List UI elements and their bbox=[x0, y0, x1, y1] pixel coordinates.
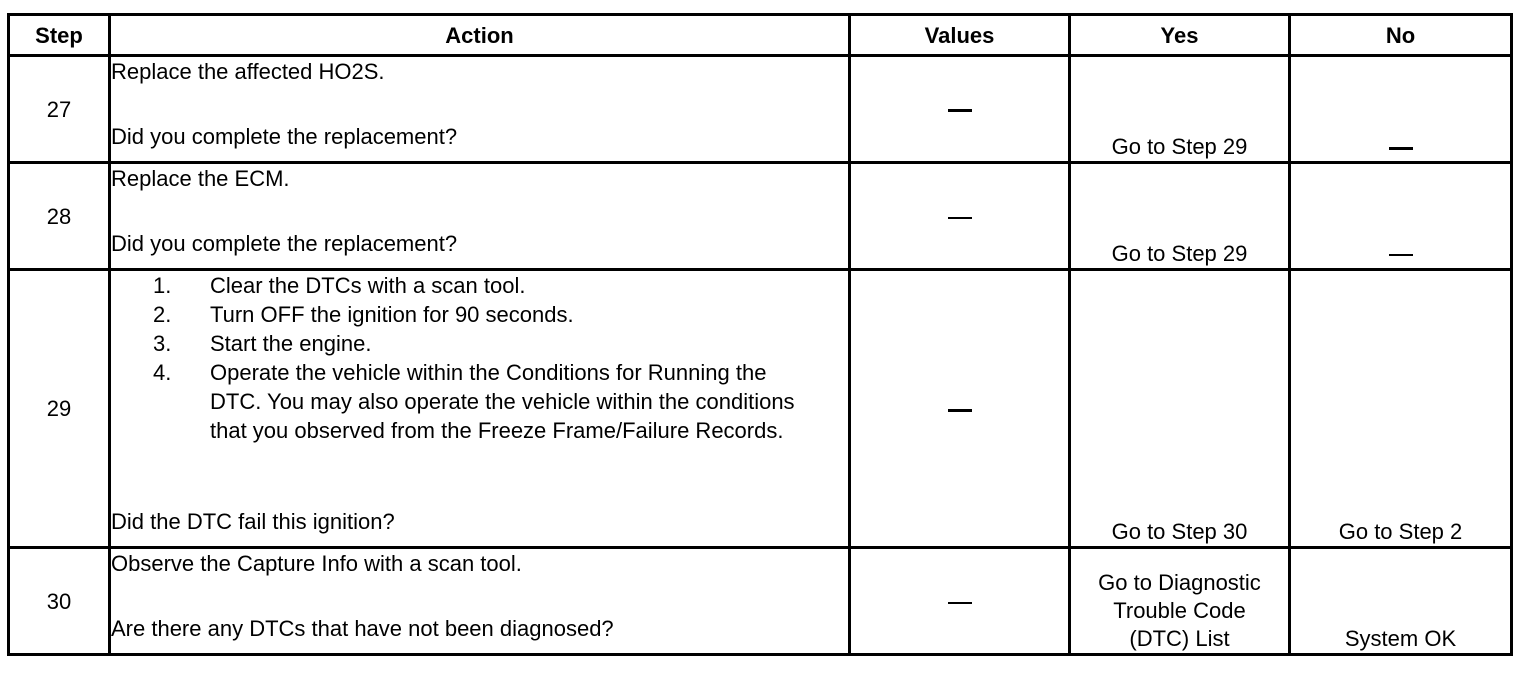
values-cell bbox=[850, 163, 1070, 270]
action-question: Did the DTC fail this ignition? bbox=[111, 509, 395, 534]
step-number: 28 bbox=[9, 163, 110, 270]
no-cell: Go to Step 2 bbox=[1290, 270, 1512, 548]
yes-cell: Go to Step 29 bbox=[1070, 56, 1290, 163]
action-question: Are there any DTCs that have not been diagnosed? bbox=[111, 616, 614, 641]
list-item-number: 2. bbox=[153, 302, 172, 327]
list-item-text: Clear the DTCs with a scan tool. bbox=[210, 273, 526, 298]
no-cell bbox=[1290, 56, 1512, 163]
header-step: Step bbox=[9, 15, 110, 56]
list-item-number: 3. bbox=[153, 331, 172, 356]
list-item-text: Turn OFF the ignition for 90 seconds. bbox=[210, 302, 574, 327]
step-number: 29 bbox=[9, 270, 110, 548]
action-cell bbox=[110, 56, 850, 163]
action-question: Did you complete the replacement? bbox=[111, 124, 458, 149]
values-cell bbox=[850, 56, 1070, 163]
action-steps-list bbox=[111, 271, 848, 445]
action-cell bbox=[110, 163, 850, 270]
yes-line: (DTC) List bbox=[1129, 626, 1230, 651]
values-cell bbox=[850, 270, 1070, 548]
yes-cell: Go to Step 30 bbox=[1070, 270, 1290, 548]
action-instruction: Observe the Capture Info with a scan tool. bbox=[111, 551, 522, 576]
action-instruction: Replace the ECM. bbox=[111, 166, 290, 191]
header-values: Values bbox=[850, 15, 1070, 56]
step-number: 30 bbox=[9, 548, 110, 655]
diagnostic-table bbox=[7, 13, 1513, 656]
values-cell bbox=[850, 548, 1070, 655]
list-item-number: 1. bbox=[153, 273, 172, 298]
action-cell bbox=[110, 270, 850, 548]
values-dash bbox=[948, 217, 972, 219]
list-item bbox=[153, 329, 848, 358]
list-item-text: Start the engine. bbox=[210, 331, 372, 356]
values-dash bbox=[948, 602, 972, 604]
table-row bbox=[9, 270, 1512, 548]
table-row bbox=[9, 56, 1512, 163]
action-question: Did you complete the replacement? bbox=[111, 231, 458, 256]
header-yes: Yes bbox=[1070, 15, 1290, 56]
header-no: No bbox=[1290, 15, 1512, 56]
header-action: Action bbox=[110, 15, 850, 56]
step-number: 27 bbox=[9, 56, 110, 163]
table-row bbox=[9, 163, 1512, 270]
values-dash bbox=[948, 109, 972, 112]
list-item bbox=[153, 300, 848, 329]
header-row bbox=[9, 15, 1512, 56]
action-cell bbox=[110, 548, 850, 655]
action-instruction: Replace the affected HO2S. bbox=[111, 59, 385, 84]
yes-cell: Go to Step 29 bbox=[1070, 163, 1290, 270]
no-dash bbox=[1389, 147, 1413, 150]
list-item-text: Operate the vehicle within the Conditions for Running the DTC. You may also operate the vehicle within the conditions that you observed from the Freeze Frame/Failure Records. bbox=[210, 360, 795, 443]
list-item bbox=[153, 358, 848, 445]
yes-link-text bbox=[1098, 569, 1261, 653]
list-item bbox=[153, 271, 848, 300]
yes-line: Go to Diagnostic bbox=[1098, 570, 1261, 595]
table-row bbox=[9, 548, 1512, 655]
no-cell: System OK bbox=[1290, 548, 1512, 655]
list-item-number: 4. bbox=[153, 360, 172, 385]
values-dash bbox=[948, 409, 972, 412]
no-dash bbox=[1389, 254, 1413, 256]
no-cell bbox=[1290, 163, 1512, 270]
yes-line: Trouble Code bbox=[1113, 598, 1246, 623]
yes-cell bbox=[1070, 548, 1290, 655]
